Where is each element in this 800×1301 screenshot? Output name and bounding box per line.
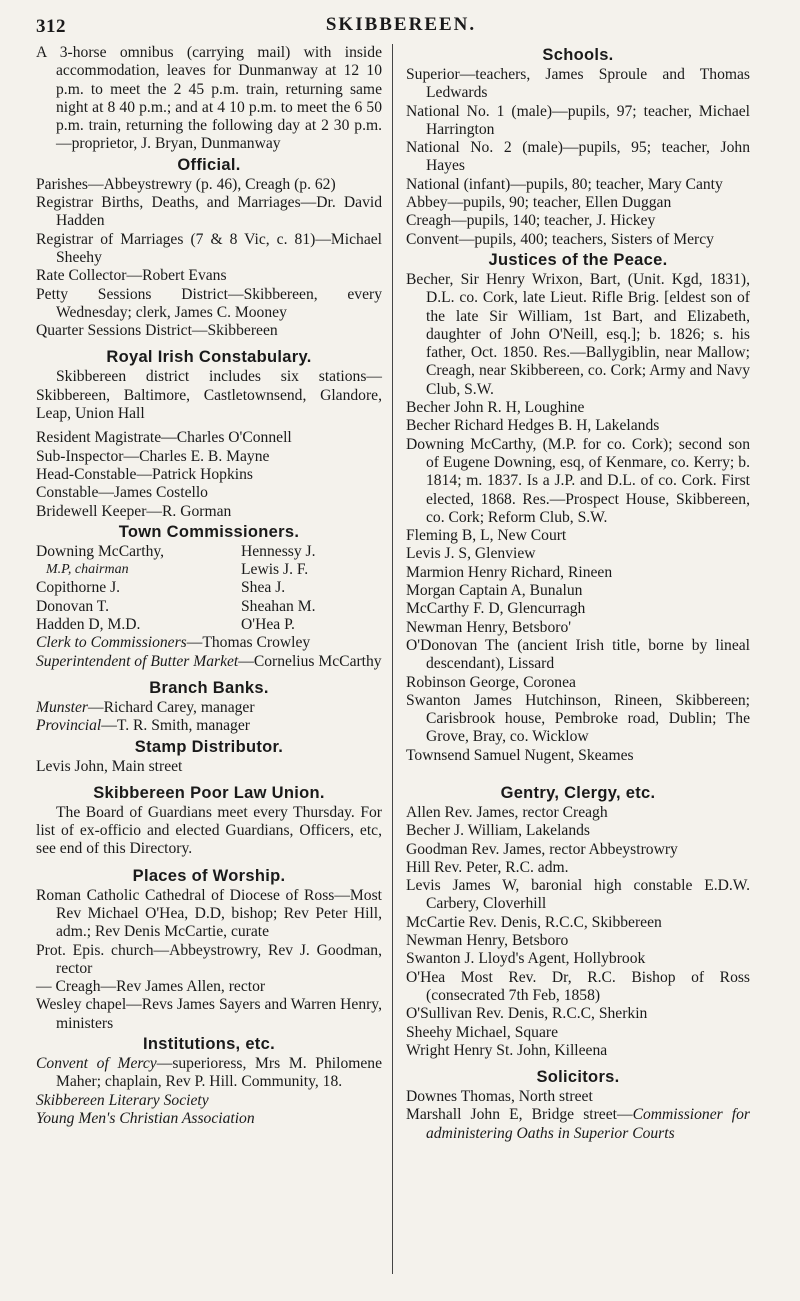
clerk-entry <box>36 634 382 652</box>
list-item: Townsend Samuel Nugent, Skeames <box>406 746 634 764</box>
institution-item: Skibbereen Literary Society <box>36 1091 209 1109</box>
list-item: Becher, Sir Henry Wrixon, Bart, (Unit. Kgd, 1831), D.L. co. Cork, late Lieut. Rifle Brig. [eldest son of the late Sir William, 1st Bart, and Elizabeth, daughter of John O'Neill, esq.]; b. 1826; s. his father, Oct. 1850. Res.—Ballygiblin, near Mallow; Creagh, near Skibbereen, co. Cork; Army and Navy Club, S.W. <box>406 270 750 398</box>
commissioner-note: M.P, chairman <box>46 562 129 578</box>
list-item: Downing McCarthy, (M.P. for co. Cork); second son of Eugene Downing, esq, of Kenmare, co. Kerry; b. 1814; m. 1837. Is a J.P. and D.L. of co. Cork. First elected, 1868. Res.—Prospect House, Skibbereen, co. Cork; Reform Club, S.W. <box>406 435 750 526</box>
commissioner-name: Lewis J. F. <box>241 561 309 579</box>
list-item: Downes Thomas, North street <box>406 1088 593 1106</box>
commissioners-grid <box>36 543 382 634</box>
list-item: Fleming B, L, New Court <box>406 527 567 545</box>
list-item: Allen Rev. James, rector Creagh <box>406 803 608 821</box>
convent-entry <box>36 1055 382 1092</box>
clerk-name: —Thomas Crowley <box>186 634 311 652</box>
superintendent-role: Superintendent of Butter Market <box>36 652 239 670</box>
solicitor-role: Commissioner for administering Oaths in Superior Courts <box>426 1106 750 1142</box>
section-heading-places-of-worship: Places of Worship. <box>132 866 286 885</box>
omnibus-entry: A 3-horse omnibus (carrying mail) with inside accommodation, leaves for Dunmanway at 12 10 p.m. to meet the 2 45 p.m. train, returning same night at 8 40 p.m.; and at 4 10 p.m. to meet the 6 50 p.m. train, returning the following day at 2 30 p.m.—proprietor, J. Bryan, Dunmanway <box>36 44 382 153</box>
section-heading-official: Official. <box>177 155 241 174</box>
list-item: Levis John, Main street <box>36 757 183 775</box>
list-item: Petty Sessions District—Skibbereen, every Wednesday; clerk, James C. Mooney <box>36 285 382 321</box>
list-item: National No. 1 (male)—pupils, 97; teacher, Michael Harrington <box>406 102 750 138</box>
bank-entry <box>36 699 382 717</box>
list-item: Convent—pupils, 400; teachers, Sisters of Mercy <box>406 230 714 248</box>
section-heading-justices: Justices of the Peace. <box>488 250 668 269</box>
list-item: O'Donovan The (ancient Irish title, borne by lineal descendant), Lissard <box>406 636 750 673</box>
list-item: Parishes—Abbeystrewry (p. 46), Creagh (p. 62) <box>36 175 336 193</box>
list-item: McCartie Rev. Denis, R.C.C, Skibbereen <box>406 913 662 931</box>
commissioner-name: Hennessy J. <box>241 542 316 560</box>
list-item: Head-Constable—Patrick Hopkins <box>36 465 253 483</box>
list-item: Wesley chapel—Revs James Sayers and Warren Henry, ministers <box>36 996 382 1032</box>
commissioner-name: Downing McCarthy, <box>36 542 165 560</box>
constabulary-intro: Skibbereen district includes six stations—Skibbereen, Baltimore, Castletownsend, Glandore, Leap, Union Hall <box>36 368 382 423</box>
page-header <box>36 8 766 38</box>
list-item: Becher J. William, Lakelands <box>406 822 590 840</box>
bank-manager: —Richard Carey, manager <box>87 698 255 716</box>
section-heading-gentry-clergy: Gentry, Clergy, etc. <box>500 783 656 802</box>
commissioner-name: Shea J. <box>241 579 286 597</box>
section-heading-solicitors: Solicitors. <box>536 1068 620 1087</box>
section-heading-branch-banks: Branch Banks. <box>149 678 269 697</box>
list-item: Constable—James Costello <box>36 484 208 502</box>
list-item: Abbey—pupils, 90; teacher, Ellen Duggan <box>406 194 672 212</box>
bank-name: Provincial <box>36 717 102 735</box>
list-item: Hill Rev. Peter, R.C. adm. <box>406 858 569 876</box>
superintendent-name: —Cornelius McCarthy <box>238 652 382 670</box>
list-item: O'Sullivan Rev. Denis, R.C.C, Sherkin <box>406 1005 648 1023</box>
right-column <box>406 44 750 1143</box>
list-item: Levis James W, baronial high constable E.D.W. Carbery, Cloverhill <box>406 877 750 913</box>
list-item: Goodman Rev. James, rector Abbeystrowry <box>406 840 678 858</box>
list-item: Sub-Inspector—Charles E. B. Mayne <box>36 447 270 465</box>
solicitor-entry <box>406 1106 750 1143</box>
running-head: SKIBBEREEN. <box>325 14 477 35</box>
list-item: Newman Henry, Betsboro' <box>406 618 572 636</box>
bank-manager: —T. R. Smith, manager <box>101 717 250 735</box>
list-item: Registrar Births, Deaths, and Marriages—Dr. David Hadden <box>36 194 382 230</box>
list-item: Rate Collector—Robert Evans <box>36 267 227 285</box>
list-item: Becher Richard Hedges B. H, Lakelands <box>406 417 660 435</box>
list-item: Resident Magistrate—Charles O'Connell <box>36 429 292 447</box>
bank-entry <box>36 717 382 735</box>
section-heading-town-commissioners: Town Commissioners. <box>118 522 300 541</box>
superintendent-entry <box>36 653 382 671</box>
commissioner-name: Copithorne J. <box>36 579 121 597</box>
list-item: McCarthy F. D, Glencurragh <box>406 600 586 618</box>
section-heading-institutions: Institutions, etc. <box>143 1035 275 1054</box>
commissioner-name: Donovan T. <box>36 597 110 615</box>
list-item: National (infant)—pupils, 80; teacher, Mary Canty <box>406 175 723 193</box>
poor-law-text: The Board of Guardians meet every Thursday. For list of ex-officio and elected Guardians, Officers, etc, see end of this Directory. <box>36 803 382 858</box>
list-item: Morgan Captain A, Bunalun <box>406 582 583 600</box>
list-item: O'Hea Most Rev. Dr, R.C. Bishop of Ross (consecrated 7th Feb, 1858) <box>406 968 750 1004</box>
list-item: Newman Henry, Betsboro <box>406 932 569 950</box>
solicitor-text: Marshall John E, Bridge street— <box>406 1106 633 1124</box>
list-item: Bridewell Keeper—R. Gorman <box>36 502 232 520</box>
convent-details: —superioress, Mrs M. Philomene Maher; chaplain, Rev P. Hill. Community, 18. <box>56 1055 383 1091</box>
commissioner-name: Hadden D, M.D. <box>36 616 141 634</box>
section-heading-stamp-distributor: Stamp Distributor. <box>134 737 284 756</box>
convent-name: Convent of Mercy <box>36 1055 157 1073</box>
list-item: Swanton J. Lloyd's Agent, Hollybrook <box>406 950 646 968</box>
list-item: Registrar of Marriages (7 & 8 Vic, c. 81)—Michael Sheehy <box>36 230 382 266</box>
list-item: Becher John R. H, Loughine <box>406 399 585 417</box>
list-item: Robinson George, Coronea <box>406 673 576 691</box>
list-item: Levis J. S, Glenview <box>406 545 536 563</box>
list-item: Swanton James Hutchinson, Rineen, Skibbereen; Carisbrook house, Pembroke road, Dublin; The Grove, Bray, co. Wicklow <box>406 691 750 746</box>
list-item: Prot. Epis. church—Abbeystrowry, Rev J. Goodman, rector <box>36 941 382 977</box>
commissioner-name: Sheahan M. <box>241 597 316 615</box>
section-heading-constabulary: Royal Irish Constabulary. <box>106 348 312 367</box>
list-item: Quarter Sessions District—Skibbereen <box>36 322 278 340</box>
list-item: National No. 2 (male)—pupils, 95; teacher, John Hayes <box>406 139 750 175</box>
list-item: Wright Henry St. John, Killeena <box>406 1041 608 1059</box>
commissioner-name: O'Hea P. <box>241 616 295 634</box>
list-item: Sheehy Michael, Square <box>406 1023 558 1041</box>
section-heading-poor-law-union: Skibbereen Poor Law Union. <box>93 783 325 802</box>
left-column <box>36 44 382 1128</box>
page-number: 312 <box>36 16 66 37</box>
institution-item: Young Men's Christian Association <box>36 1109 255 1127</box>
bank-name: Munster <box>36 698 88 716</box>
list-item: — Creagh—Rev James Allen, rector <box>36 978 266 996</box>
list-item: Roman Catholic Cathedral of Diocese of Ross—Most Rev Michael O'Hea, D.D, bishop; Rev Peter Hill, adm.; Rev Denis McCartie, curate <box>36 886 382 941</box>
list-item: Creagh—pupils, 140; teacher, J. Hickey <box>406 212 656 230</box>
column-divider <box>392 44 393 1274</box>
list-item: Marmion Henry Richard, Rineen <box>406 563 613 581</box>
list-item: Superior—teachers, James Sproule and Thomas Ledwards <box>406 66 750 102</box>
section-heading-schools: Schools. <box>542 46 614 64</box>
clerk-role: Clerk to Commissioners <box>36 634 187 652</box>
